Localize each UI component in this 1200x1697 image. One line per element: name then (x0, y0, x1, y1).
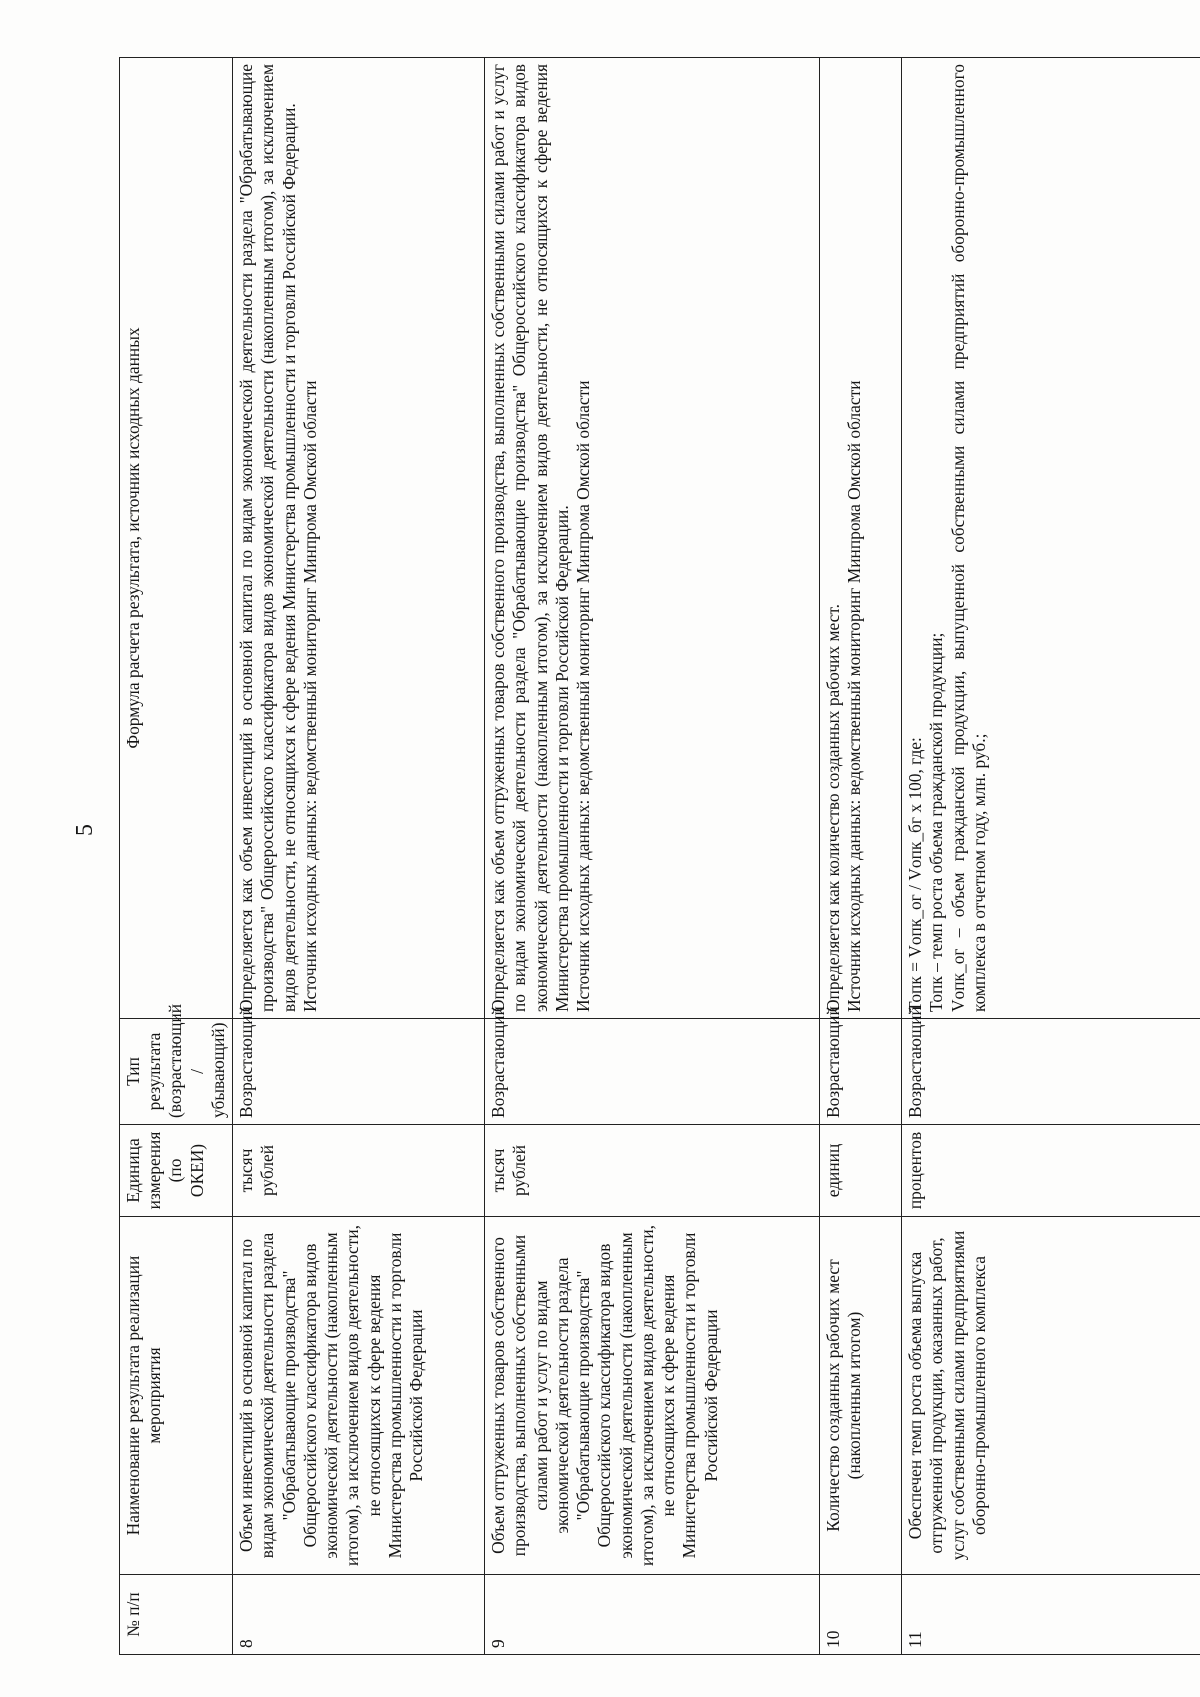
row-number: 11 (902, 1575, 1200, 1655)
column-header-type: Тип результата (возрастающий / убывающий) (120, 1019, 233, 1125)
unit-of-measure: единиц (820, 1125, 902, 1217)
data-source: Источник исходных данных: ведомственный мониторинг Минпрома Омской области (299, 380, 320, 1012)
result-type: Возрастающий (233, 1019, 485, 1125)
table-row (902, 58, 1200, 1655)
data-source: Источник исходных данных: ведомственный мониторинг Минпрома Омской области (573, 380, 594, 1012)
calculation-formula (485, 58, 820, 1019)
calculation-formula (820, 58, 902, 1019)
column-header-number: № п/п (120, 1575, 233, 1655)
unit-of-measure: тысяч рублей (485, 1125, 820, 1217)
formula-line: Vопк_ог – объем гражданской продукции, выпущенной собственными силами предприятий оборонно-промышленного комплекса в отчетном году, млн. руб.; (947, 64, 989, 1012)
column-header-formula: Формула расчета результата, источник исходных данных (120, 58, 233, 1019)
result-type: Возрастающий (820, 1019, 902, 1125)
table-header-row (120, 58, 233, 1655)
result-name: Объем отгруженных товаров собственного производства, выполненных собственными силами работ и услуг по видам экономической деятельности раздела "Обрабатывающие производства" Общероссийского классификатора видов экономической деятельности (накопленным итогом), за исключением видов деятельности, не относящихся к сфере ведения Министерства промышленности и торговли Российской Федерации (485, 1217, 820, 1575)
formula-line: Топк – темп роста объема гражданской продукции; (926, 632, 947, 1012)
formula-text: Определяется как количество созданных рабочих мест. (823, 604, 844, 1012)
row-number: 9 (485, 1575, 820, 1655)
formula-line: Топк = Vопк_ог / Vопк_бг x 100, где: (905, 737, 926, 1012)
table-row (485, 58, 820, 1655)
page-number: 5 (72, 824, 98, 836)
result-name: Объем инвестиций в основной капитал по видам экономической деятельности раздела "Обрабатывающие производства" Общероссийского классификатора видов экономической деятельности (накопленным итогом), за исключением видов деятельности, не относящихся к сфере ведения Министерства промышленности и торговли Российской Федерации (233, 1217, 485, 1575)
result-type: Возрастающий (485, 1019, 820, 1125)
table-row (233, 58, 485, 1655)
row-number: 10 (820, 1575, 902, 1655)
column-header-name: Наименование результата реализации мероприятия (120, 1217, 233, 1575)
data-source: Источник исходных данных: ведомственный мониторинг Минпрома Омской области (844, 380, 865, 1012)
results-table (119, 57, 1200, 1655)
result-name: Обеспечен темп роста объема выпуска отгруженной продукции, оказанных работ, услуг собственными силами предприятиями оборонно-промышленного комплекса (902, 1217, 1200, 1575)
results-table-sheet (119, 58, 1179, 1655)
table-row (820, 58, 902, 1655)
unit-of-measure: тысяч рублей (233, 1125, 485, 1217)
calculation-formula (902, 58, 1200, 1019)
result-type: Возрастающий (902, 1019, 1200, 1125)
calculation-formula (233, 58, 485, 1019)
column-header-unit: Единица измерения (по ОКЕИ) (120, 1125, 233, 1217)
formula-text: Определяется как объем инвестиций в основной капитал по видам экономической деятельности раздела "Обрабатывающие производства" Общероссийского классификатора видов экономической деятельности (накопленным итогом), за исключением видов деятельности, не относящихся к сфере ведения Министерства промышленности и торговли Российской Федерации. (236, 64, 299, 1012)
result-name: Количество созданных рабочих мест (накопленным итогом) (820, 1217, 902, 1575)
unit-of-measure: процентов (902, 1125, 1200, 1217)
formula-text: Определяется как объем отгруженных товаров собственного производства, выполненных собственными силами работ и услуг по видам экономической деятельности раздела "Обрабатывающие производства" Общероссийского классификатора видов экономической деятельности (накопленным итогом), за исключением видов деятельности, не относящихся к сфере ведения Министерства промышленности и торговли Российской Федерации. (488, 64, 572, 1012)
row-number: 8 (233, 1575, 485, 1655)
